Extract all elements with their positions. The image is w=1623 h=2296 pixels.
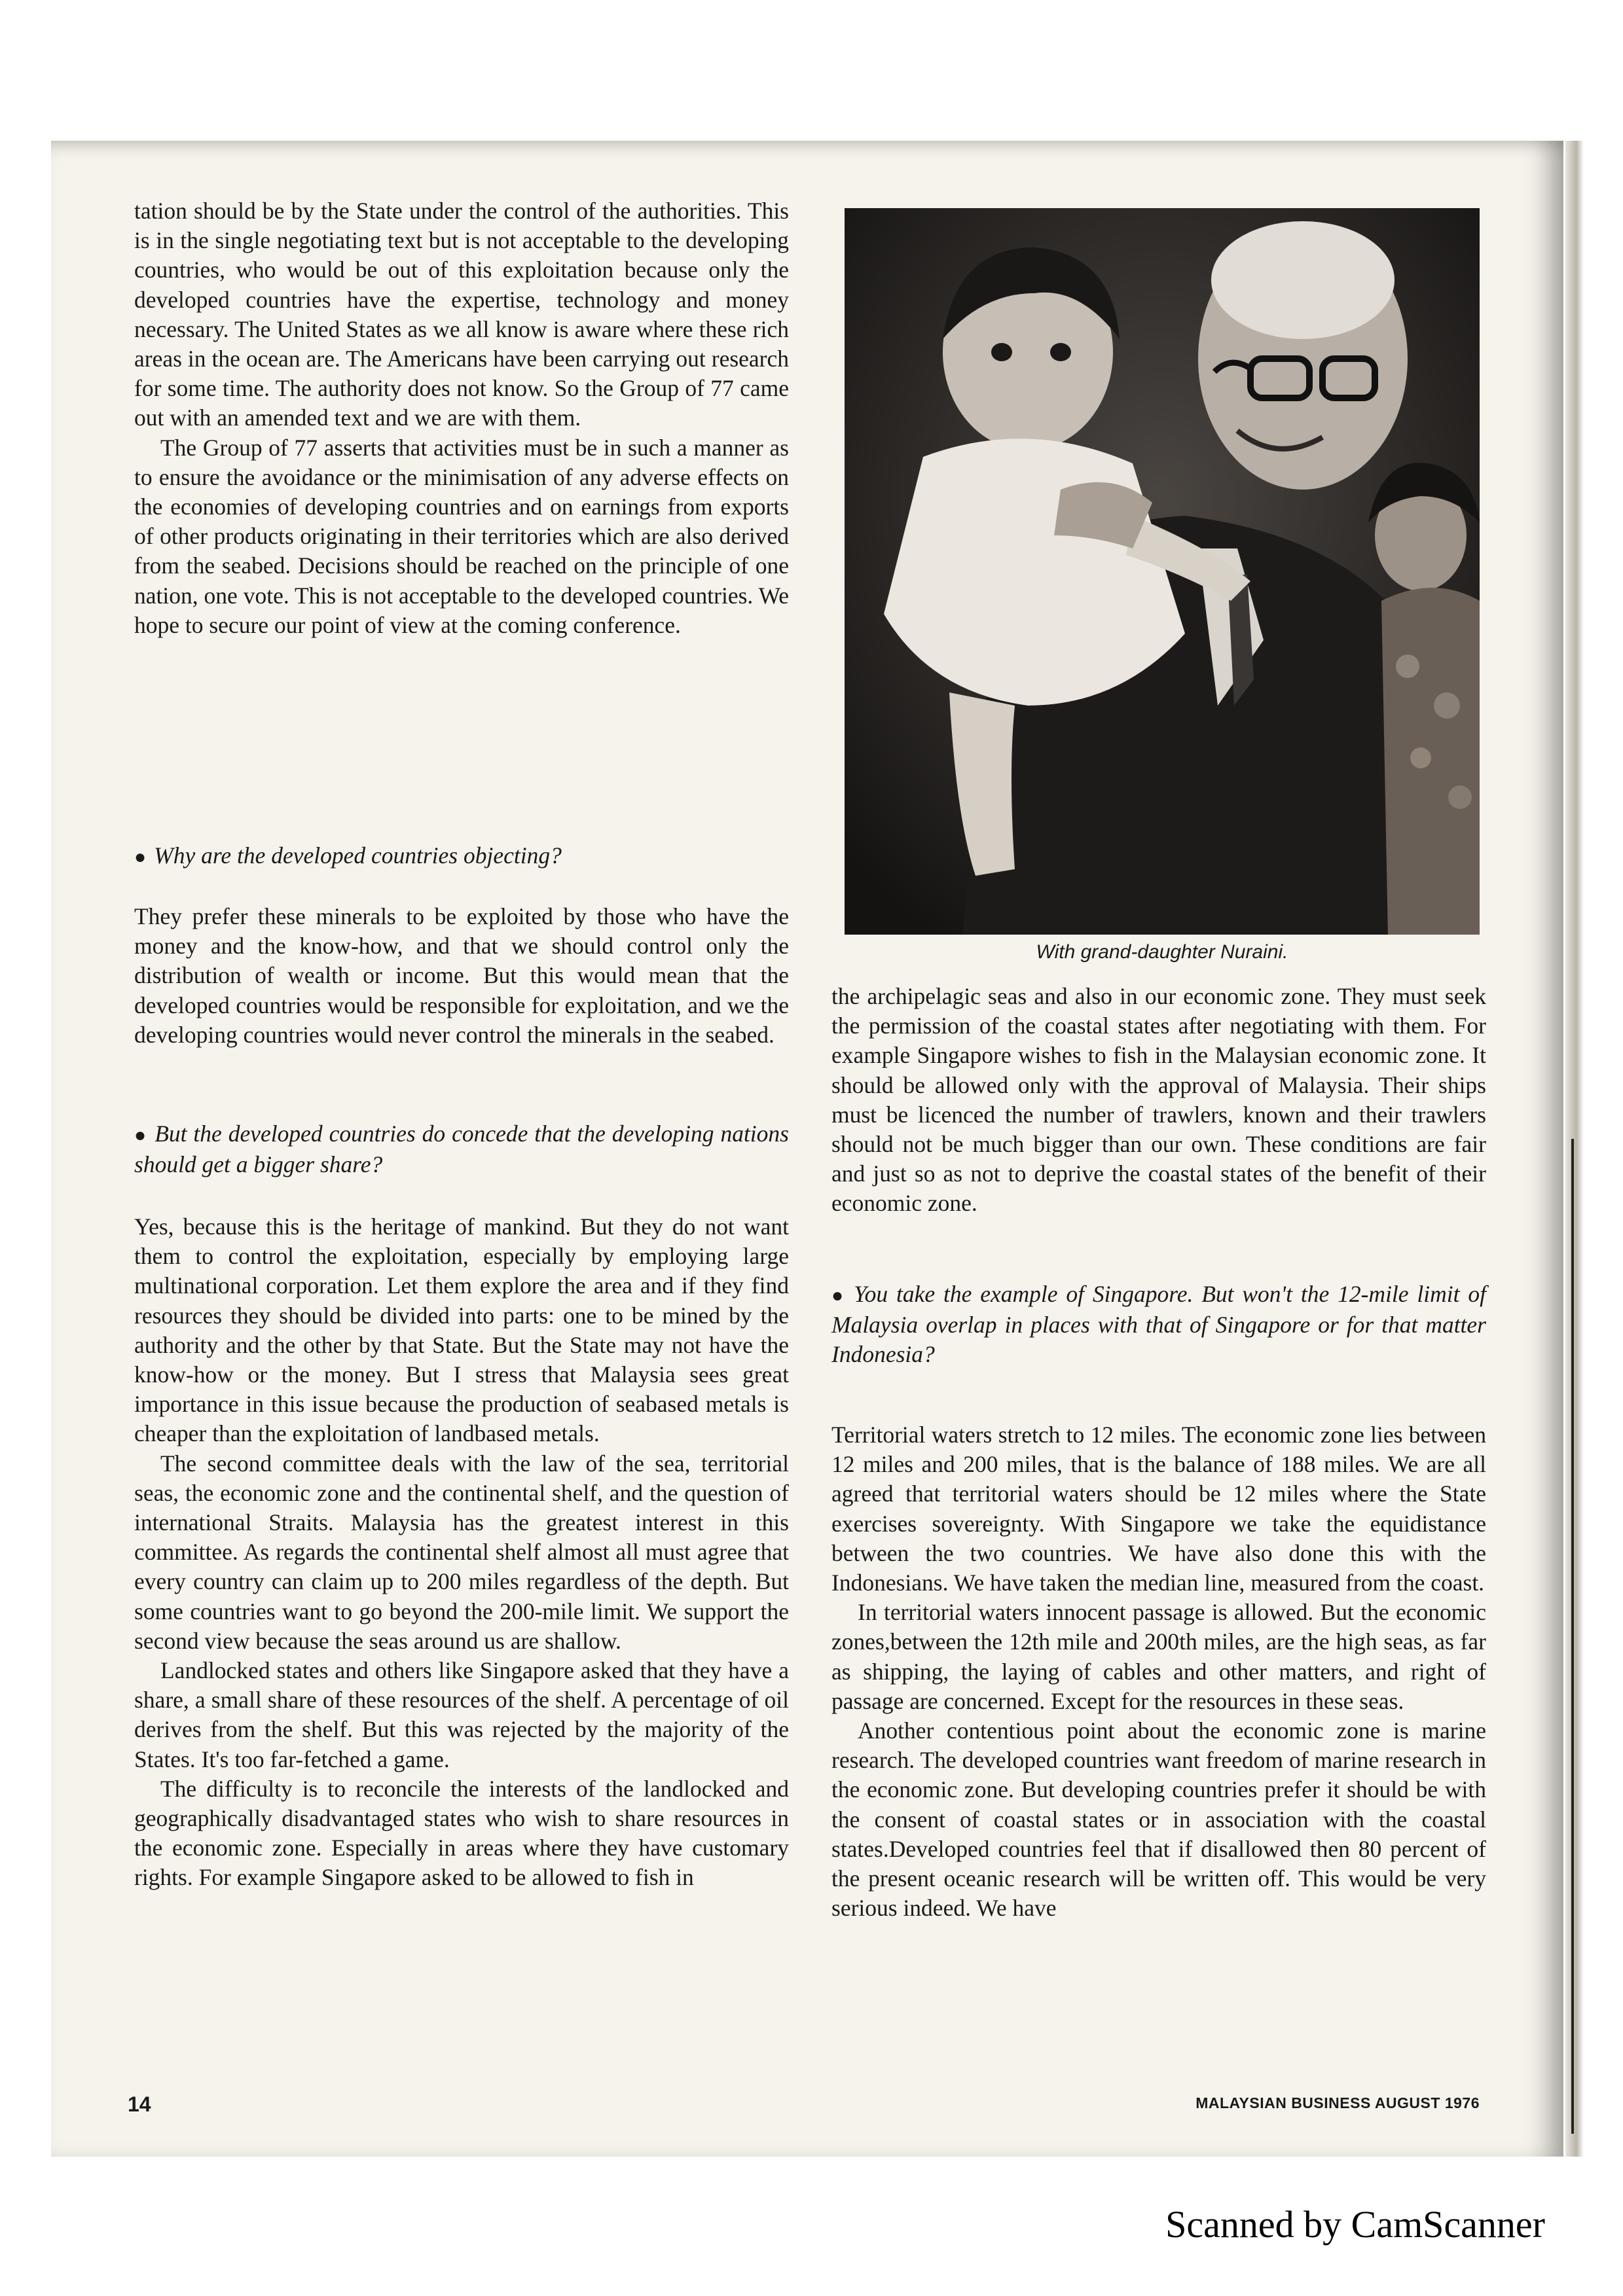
interview-question: ● But the developed countries do concede that the developing nations should get a bigger share? (134, 1121, 789, 1177)
right-column-continued (831, 982, 1486, 1219)
paragraph: Landlocked states and others like Singapore asked that they have a share, a small share of these resources of the shelf. A percentage of oil derives from the shelf. But this was rejected by the majority of the States. It's too far-fetched a game. (134, 1657, 789, 1772)
photograph (845, 208, 1480, 935)
binding-line (1571, 1139, 1574, 2134)
paragraph: In territorial waters innocent passage is allowed. But the economic zones,between the 12th mile and 200th miles, are the high seas, as far as shipping, the laying of cables and other matters, and right of passage are concerned. Except for the resources in these seas. (831, 1599, 1486, 1714)
left-column-answer-1 (134, 902, 789, 1050)
left-column-intro (134, 196, 789, 640)
bullet-icon: ● (831, 1285, 847, 1306)
paragraph: The difficulty is to reconcile the interests of the landlocked and geographically disadvantaged states who wish to share resources in the economic zone. Especially in areas where they have customary rights. For example Singapore asked to be allowed to fish in (134, 1775, 789, 1891)
paragraph: The second committee deals with the law of the sea, territorial seas, the economic zone and the continental shelf, and the question of international Straits. Malaysia has the greatest interest in this committee. As regards the continental shelf almost all must agree that every country can claim up to 200 miles regardless of the depth. But some countries want to go beyond the 200-mile limit. We support the second view because the seas around us are shallow. (134, 1450, 789, 1654)
publication-footer: MALAYSIAN BUSINESS AUGUST 1976 (1195, 2094, 1480, 2111)
interview-question: ● Why are the developed countries objecting? (134, 842, 562, 869)
left-column-answer-2 (134, 1212, 789, 1893)
page-number: 14 (128, 2092, 151, 2116)
paragraph: tation should be by the State under the control of the authorities. This is in the single negotiating text but is not acceptable to the developing countries, who would be out of this exploitation because only the developed countries have the expertise, technology and money necessary. The United States as we all know is aware where these rich areas in the ocean are. The Americans have been carrying out research for some time. The authority does not know. So the Group of 77 came out with an amended text and we are with them. (134, 198, 789, 431)
paragraph: Territorial waters stretch to 12 miles. The economic zone lies between 12 miles and 200 miles, that is the balance of 188 miles. We are all agreed that territorial waters should be 12 miles where the State exercises sovereignty. With Singapore we take the equidistance between the two countries. We have also done this with the Indonesians. We have taken the median line, measured from the coast. (831, 1422, 1486, 1596)
paragraph: the archipelagic seas and also in our economic zone. They must seek the permission of the coastal states after negotiating with them. For example Singapore wishes to fish in the Malaysian economic zone. It should be allowed only with the approval of Malaysia. Their ships must be licenced the number of trawlers, known and their trawlers should not be much bigger than our own. These conditions are fair and just so as not to deprive the coastal states of the benefit of their economic zone. (831, 983, 1486, 1217)
bullet-icon: ● (134, 846, 147, 868)
paragraph: Another contentious point about the economic zone is marine research. The developed countries want freedom of marine research in the economic zone. But developing countries prefer it should be with the consent of coastal states or in association with the coastal states.Developed countries feel that if disallowed then 80 percent of the present oceanic research will be written off. This would be very serious indeed. We have (831, 1717, 1486, 1922)
photo-caption: With grand-daughter Nuraini. (1036, 941, 1288, 963)
scanner-watermark: Scanned by CamScanner (1165, 2203, 1545, 2246)
right-column-answer-3 (831, 1420, 1486, 1923)
bullet-icon: ● (134, 1124, 147, 1146)
paragraph: Yes, because this is the heritage of mankind. But they do not want them to control the exploitation, especially by employing large multinational corporation. Let them explore the area and if they find resources they should be divided into parts: one to be mined by the authority and the other by that State. But the State may not have the know-how or the money. But I stress that Malaysia sees great importance in this issue because the production of seabased metals is cheaper than the exploitation of landbased metals. (134, 1213, 789, 1447)
photo-illustration (845, 208, 1480, 935)
interview-question: ● You take the example of Singapore. But won't the 12-mile limit of Malaysia overlap in places with that of Singapore or for that matter Indonesia? (831, 1281, 1486, 1367)
paragraph: They prefer these minerals to be exploited by those who have the money and the know-how, and that we should control only the distribution of wealth or income. But this would mean that the developed countries would be responsible for exploitation, and we the developing countries would never control the minerals in the seabed. (134, 903, 789, 1048)
page-edge (1565, 141, 1584, 2157)
paragraph: The Group of 77 asserts that activities must be in such a manner as to ensure the avoidance or the minimisation of any adverse effects on the economies of developing countries and on earnings from exports of other products originating in their territories which are also derived from the seabed. Decisions should be reached on the principle of one nation, one vote. This is not acceptable to the developed countries. We hope to secure our point of view at the coming conference. (134, 434, 789, 638)
